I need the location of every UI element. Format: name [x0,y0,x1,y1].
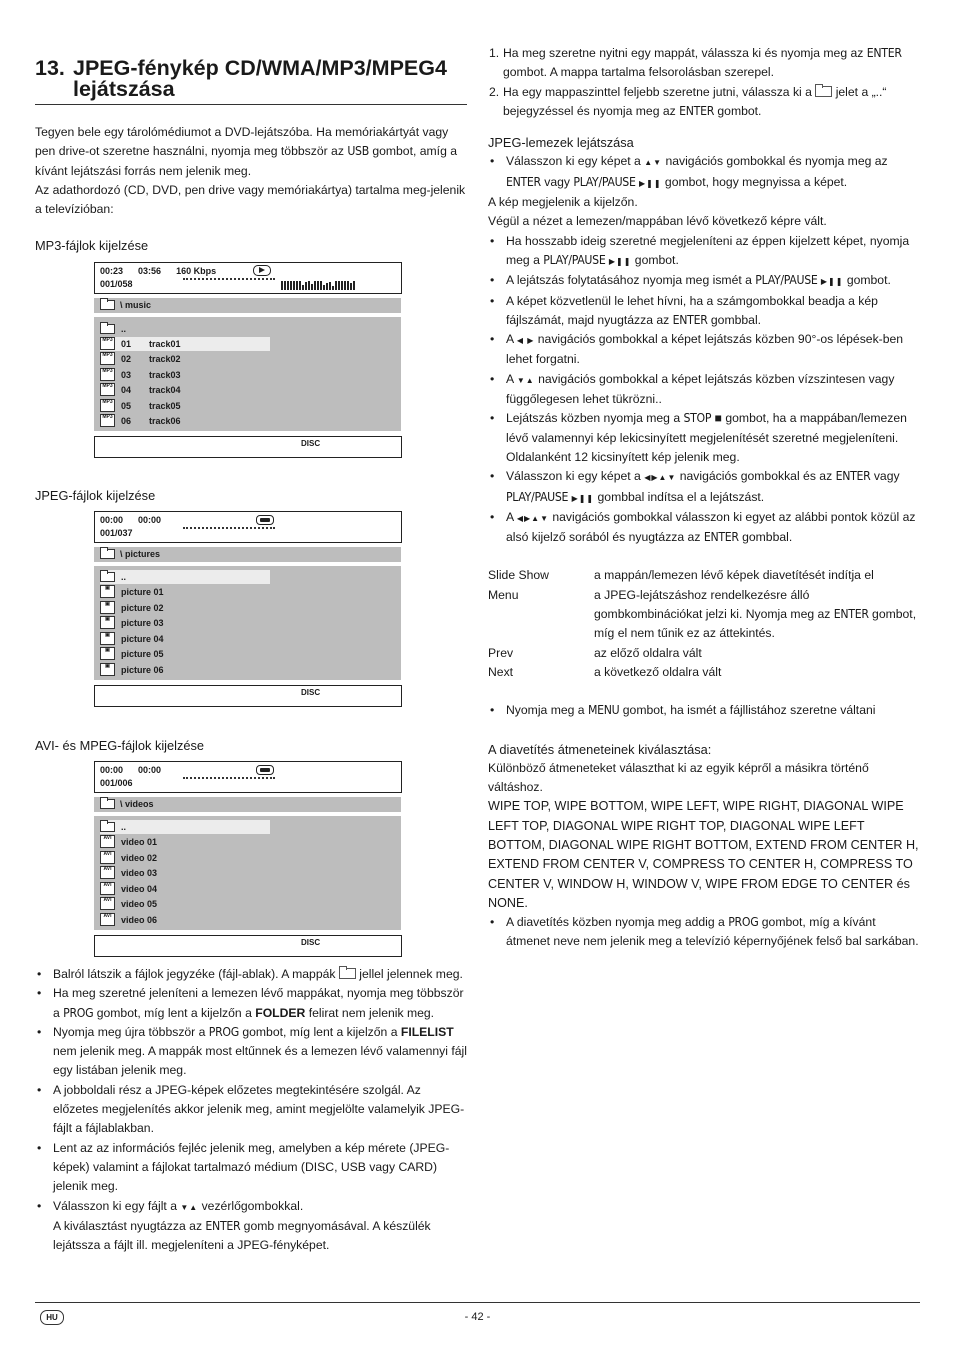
bullet-menu-return: • Nyomja meg a MENU gombot, ha ismét a fájllistához szeretne váltani [488,701,920,720]
list-item[interactable]: MP3 05 track05 [100,399,270,413]
def-menu: Menu a JPEG-lejátszáshoz rendelkezésre álló gombkombinációkat jelzi ki. Nyomja meg az ENTER gombot, míg el nem tűnik ez az áttekintés. [488,587,917,641]
bullet-select-file: • Válasszon ki egy fájlt a ▼▲ vezérlőgombokkal. A kiválasztást nyugtázza az ENTER gomb megnyomásával. A készülék lejátssza a fájlt ill. megjeleníteni a JPEG-fényképet. [35,1197,467,1256]
stop-icon [256,765,274,775]
language-badge: HU [40,1310,64,1325]
mp3-file-icon: MP3 [100,368,115,381]
list-item[interactable]: AVI video 03 [100,866,270,880]
mp3-file-icon: MP3 [100,399,115,412]
right-column [488,44,920,952]
list-item[interactable]: AVI video 05 [100,897,270,911]
jpeg-screen [94,511,402,707]
mp3-file-icon: MP3 [100,352,115,365]
bullet-folder-list: • Balról látszik a fájlok jegyzéke (fájl-ablak). A mappák jellel jelennek meg. [35,965,467,984]
list-item[interactable]: ▣ picture 02 [100,601,270,615]
play-icon [253,265,271,276]
list-item[interactable]: AVI video 02 [100,851,270,865]
avi-source-bar: DISC [94,935,402,957]
jpeg-playback-heading: JPEG-lemezek lejátszása [488,135,634,151]
avi-screen [94,761,402,957]
mp3-path-bar: \ music [94,298,401,313]
play-pause-icon: ▶❚❚ [571,493,595,503]
camera-file-icon: ▣ [100,585,115,598]
bullet-bottom-options: • A ◀▶▲▼ navigációs gombokkal válasszon ki egyet az alábbi pontok közül az alsó kijelző sorából és nyugtázza az ENTER gombbal. [488,508,920,548]
video-file-icon: AVI [100,866,115,879]
option-definitions [488,566,920,682]
list-item[interactable]: ▣ picture 06 [100,663,270,677]
step-2: 2. Ha egy mappaszinttel feljebb szeretne jutni, válassza ki a jelet a „..“ bejegyzéssel és nyomja meg az ENTER gombot. [489,84,887,118]
folder-icon [100,822,115,832]
down-up-arrows-icon: ▼▲ [516,375,535,385]
list-item[interactable]: MP3 06 track06 [100,414,270,428]
list-item[interactable]: MP3 01 track01 [100,337,270,351]
list-item-up[interactable]: .. [100,820,270,834]
footer-divider [35,1302,920,1303]
folder-icon [100,572,115,582]
jpeg-info-header: 00:00 00:00 001/037 [94,511,402,543]
jpeg-path-bar: \ pictures [94,547,401,562]
four-arrows-icon: ◀▶▲▼ [516,513,549,523]
left-column [35,58,467,219]
camera-file-icon: ▣ [100,663,115,676]
mp3-source-bar: DISC [94,436,402,458]
transition-intro: Különböző átmeneteket választhat ki az egyik képről a másikra történő váltáshoz. [488,760,869,795]
def-next: Next a következő oldalra vált [488,664,722,679]
progress-dots [183,525,275,529]
up-down-arrows-icon: ▼▲ [180,1202,199,1212]
progress-dots [183,775,275,779]
video-file-icon: AVI [100,835,115,848]
bullet-show-folders: • Ha meg szeretné jeleníteni a lemezen lévő mappákat, nyomja meg többször a PROG gombot, míg lent a kijelzőn a FOLDER felirat nem jelenik meg. [35,984,467,1023]
jpeg-heading: JPEG-fájlok kijelzése [35,488,156,503]
video-file-icon: AVI [100,882,115,895]
stop-square-icon: ■ [714,411,722,426]
spectrum-bars-icon [281,278,356,288]
list-item-up[interactable]: .. [100,322,270,336]
mp3-file-icon: MP3 [100,383,115,396]
bullet-select-image: • Válasszon ki egy képet a ▲▼ navigációs gombokkal és nyomja meg az ENTER vagy PLAY/PAUSE ▶❚❚ gombot, hogy megnyissa a képet. [488,152,920,193]
bullet-transition-select: • A diavetítés közben nyomja meg addig a PROG gombot, míg a kívánt átmenet neve nem jelenik meg a televízió képernyőjének felső bal sarkában. [488,913,920,952]
avi-file-list [94,816,401,930]
transition-list: WIPE TOP, WIPE BOTTOM, WIPE LEFT, WIPE RIGHT, DIAGONAL WIPE LEFT TOP, DIAGONAL WIPE RIGHT TOP, DIAGONAL WIPE LEFT BOTTOM, DIAGONAL WIPE RIGHT BOTTOM, EXTEND FROM CENTER H, EXTEND FROM CENTER V, COMPRESS TO CENTER H, COMPRESS TO CENTER V, WINDOW H, WINDOW V, WIPE FROM EDGE TO CENTER és NONE. [488,799,919,910]
jpeg-source-bar: DISC [94,685,402,707]
bullet-thumbnails: • Lejátszás közben nyomja meg a STOP ■ gombot, ha a mappában/lemezen lévő valamennyi kép lekicsinyített megjelenítését szeretné megjeleníteni. Oldalanként 12 kicsinyített kép jelenik meg. [488,409,920,467]
camera-file-icon: ▣ [100,647,115,660]
list-item[interactable]: AVI video 06 [100,913,270,927]
four-arrows-icon: ◀▶▲▼ [644,473,677,483]
list-item[interactable]: ▣ picture 05 [100,647,270,661]
stop-icon [256,515,274,525]
bullet-rotate: • A ◀ ▶ navigációs gombokkal a képet lejátszás közben 90°-os lépések-ben lehet forgatni. [488,330,920,370]
list-item[interactable]: ▣ picture 04 [100,632,270,646]
step-1: 1. Ha meg szeretne nyitni egy mappát, válassza ki és nyomja meg az ENTER gombot. A mappa tartalma felsorolásban szerepel. [489,46,902,80]
list-item[interactable]: ▣ picture 03 [100,616,270,630]
jpeg-file-list [94,566,401,680]
image-shown-text: A kép megjelenik a kijelzőn. [488,195,638,210]
page-title: 13. JPEG-fénykép CD/WMA/MP3/MPEG4 lejátszása [35,56,447,101]
mp3-file-icon: MP3 [100,414,115,427]
list-item[interactable]: MP3 04 track04 [100,383,270,397]
next-image-text: Végül a nézet a lemezen/mappában lévő következő képre vált. [488,214,827,229]
bullet-resume: • A lejátszás folytatásához nyomja meg ismét a PLAY/PAUSE ▶❚❚ gombot. [488,271,920,291]
mp3-heading: MP3-fájlok kijelzése [35,238,149,253]
play-pause-icon: ▶❚❚ [820,277,844,287]
list-item[interactable]: MP3 03 track03 [100,368,270,382]
intro-paragraph-1: Tegyen bele egy tárolómédiumot a DVD-lejátszóba. Ha memóriakártyát vagy pen drive-ot szeretne használni, nyomja meg többször az USB gombot, amíg a kívánt lejátszási forrás nem jelenik meg. [35,125,458,178]
camera-file-icon: ▣ [100,601,115,614]
folder-icon [100,549,115,559]
def-slide-show: Slide Show a mappán/lemezen lévő képek diavetítését indítja el [488,568,874,583]
list-item[interactable]: AVI video 01 [100,835,270,849]
video-file-icon: AVI [100,913,115,926]
video-file-icon: AVI [100,897,115,910]
avi-heading: AVI- és MPEG-fájlok kijelzése [35,738,205,753]
video-file-icon: AVI [100,851,115,864]
mp3-info-header: 00:23 03:56 160 Kbps 001/058 [94,262,402,294]
page-number: - 42 - [464,1311,491,1323]
left-bullet-list [35,965,467,1255]
mp3-screen [94,262,402,458]
bullet-info-header: • Lent az az információs fejléc jelenik meg, amelyben a kép mérete (JPEG-képek) valamint a fájlokat tartalmazó médium (DISC, USB vagy CARD) jelenik meg. [35,1139,467,1197]
transition-heading: A diavetítés átmeneteinek kiválasztása: [488,741,712,757]
camera-file-icon: ▣ [100,632,115,645]
left-right-arrows-icon: ◀ ▶ [516,336,535,346]
bullet-thumb-select: • Válasszon ki egy képet a ◀▶▲▼ navigációs gombokkal és az ENTER vagy PLAY/PAUSE ▶❚❚ gombbal indítsa el a lejátszást. [488,467,920,508]
avi-path-bar: \ videos [94,797,401,812]
play-pause-icon: ▶❚❚ [638,178,662,188]
bullet-mirror: • A ▼▲ navigációs gombokkal a képet lejátszás közben vízszintesen vagy függőlegesen lehet tükrözni.. [488,370,920,410]
def-prev: Prev az előző oldalra vált [488,645,702,660]
folder-icon [100,300,115,310]
intro-paragraph-2: Az adathordozó (CD, DVD, pen drive vagy memóriakártya) tartalma meg-jelenik a televízióban: [35,182,466,217]
folder-icon [100,799,115,809]
progress-dots [183,276,275,280]
bullet-direct-call: • A képet közvetlenül le lehet hívni, ha a számgombokkal beadja a kép fájlszámát, majd nyugtázza az ENTER gombbal. [488,292,920,331]
mp3-file-list [94,317,401,431]
camera-file-icon: ▣ [100,616,115,629]
list-item[interactable]: ▣ picture 01 [100,585,270,599]
list-item-up[interactable]: .. [100,570,270,584]
bullet-hold-image: • Ha hosszabb ideig szeretné megjeleníteni az éppen kijelzett képet, nyomja meg a PLAY/PAUSE ▶❚❚ gombot. [488,232,920,272]
list-item[interactable]: MP3 02 track02 [100,352,270,366]
list-item[interactable]: AVI video 04 [100,882,270,896]
bullet-filelist: • Nyomja meg újra többször a PROG gombot, míg lent a kijelzőn a FILELIST nem jelenik meg. A mappák most eltűnnek és a lemezen lévő valamennyi fájl egy listában jelenik meg. [35,1023,467,1081]
mp3-file-icon: MP3 [100,337,115,350]
up-down-arrows-icon: ▲▼ [644,158,663,168]
folder-icon [815,86,832,97]
folder-icon [100,324,115,334]
bullet-preview: • A jobboldali rész a JPEG-képek előzetes megtekintésére szolgál. Az előzetes megjelenítés akkor jelenik meg, amint megjelölte valamelyik JPEG-fájlt a fájlablakban. [35,1081,467,1139]
folder-icon [339,968,356,979]
play-pause-icon: ▶❚❚ [608,256,632,266]
avi-info-header: 00:00 00:00 001/006 [94,761,402,793]
